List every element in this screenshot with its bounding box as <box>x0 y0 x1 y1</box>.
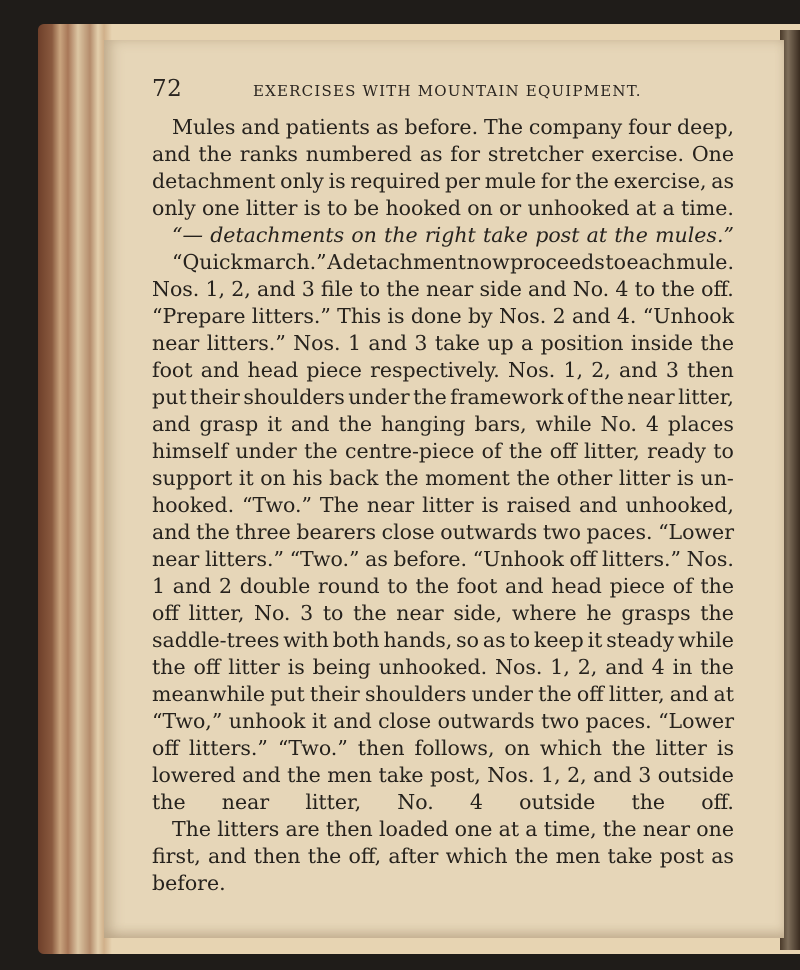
text-line: meanwhile put their shoulders under the off litter, and at <box>152 682 734 706</box>
text-line: lowered and the men take post, Nos. 1, 2, and 3 outside <box>152 763 734 787</box>
text-line: near litters.” “Two.” as before. “Unhook off litters.” Nos. <box>152 547 734 571</box>
book-page <box>104 40 784 938</box>
text-line: Mules and patients as before. The company four deep, <box>172 115 734 139</box>
text-line: foot and head piece respectively. Nos. 1, 2, and 3 then <box>152 358 734 382</box>
text-line: off litter, No. 3 to the near side, where he grasps the <box>152 601 734 625</box>
text-line: himself under the centre-piece of the off litter, ready to <box>152 439 734 463</box>
text-line: support it on his back the moment the other litter is un- <box>152 466 734 490</box>
page-header <box>152 76 752 106</box>
text-line: off litters.” “Two.” then follows, on which the litter is <box>152 736 734 760</box>
text-line: detachment only is required per mule for the exercise, as <box>152 169 734 193</box>
text-line: The litters are then loaded one at a time, the near one <box>172 817 734 841</box>
text-line: near litters.” Nos. 1 and 3 take up a position inside the <box>152 331 734 355</box>
text-line: and the ranks numbered as for stretcher exercise. One <box>152 142 734 166</box>
text-line: before. <box>152 871 226 895</box>
text-line: only one litter is to be hooked on or unhooked at a time. <box>152 196 734 220</box>
text-line: “Two,” unhook it and close outwards two paces. “Lower <box>152 709 734 733</box>
text-line: “Quick march.” A detachment now proceeds to each mule. <box>172 250 734 274</box>
text-line: Nos. 1, 2, and 3 file to the near side and No. 4 to the off. <box>152 277 734 301</box>
text-line: “— detachments on the right take post at the mules.” <box>172 223 734 247</box>
text-line: and the three bearers close outwards two paces. “Lower <box>152 520 734 544</box>
text-line: hooked. “Two.” The near litter is raised and unhooked, <box>152 493 734 517</box>
page-number: 72 <box>152 76 183 102</box>
text-line: put their shoulders under the framework of the near litter, <box>152 385 734 409</box>
text-line: the near litter, No. 4 outside the off. <box>152 790 734 814</box>
text-line: and grasp it and the hanging bars, while No. 4 places <box>152 412 734 436</box>
text-line: saddle-trees with both hands, so as to keep it steady while <box>152 628 734 652</box>
text-line: the off litter is being unhooked. Nos. 1, 2, and 4 in the <box>152 655 734 679</box>
text-line: first, and then the off, after which the men take post as <box>152 844 734 868</box>
running-head: EXERCISES WITH MOUNTAIN EQUIPMENT. <box>253 82 642 100</box>
body-text <box>152 114 734 897</box>
text-line: “Prepare litters.” This is done by Nos. 2 and 4. “Unhook <box>152 304 734 328</box>
text-line: 1 and 2 double round to the foot and head piece of the <box>152 574 734 598</box>
